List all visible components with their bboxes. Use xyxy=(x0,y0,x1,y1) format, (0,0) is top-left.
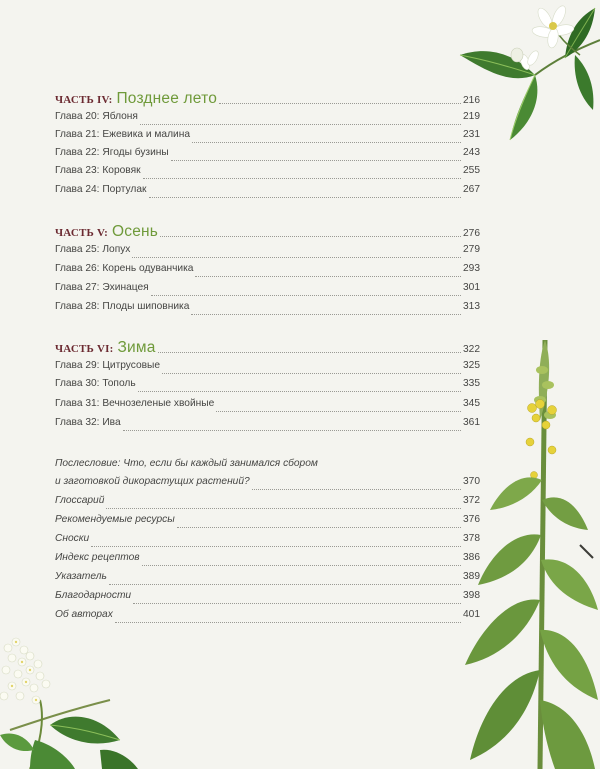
entry-title: Рекомендуемые ресурсы xyxy=(55,514,175,525)
dot-leader xyxy=(219,103,461,104)
part-label: ЧАСТЬ V: xyxy=(55,227,108,239)
chapter-entry[interactable] xyxy=(55,282,480,300)
chapter-title: Глава 31: Вечнозеленые хвойные xyxy=(55,398,215,409)
chapter-entry[interactable] xyxy=(55,360,480,378)
entry-title: Указатель xyxy=(55,571,107,582)
dot-leader xyxy=(160,236,461,237)
chapter-title: Глава 27: Эхинацея xyxy=(55,282,149,293)
part-label: ЧАСТЬ IV: xyxy=(55,94,113,106)
page-number: 386 xyxy=(463,552,480,563)
dot-leader xyxy=(195,276,461,277)
chapter-title: Глава 24: Портулак xyxy=(55,184,147,195)
chapter-title: Глава 22: Ягоды бузины xyxy=(55,147,169,158)
page-number: 401 xyxy=(463,609,480,620)
page-number: 376 xyxy=(463,514,480,525)
part-title: Осень xyxy=(111,223,159,240)
page-number: 313 xyxy=(463,301,480,312)
page-number: 243 xyxy=(463,147,480,158)
back-matter-entry[interactable] xyxy=(55,609,480,627)
chapter-title: Глава 23: Коровяк xyxy=(55,165,141,176)
dot-leader xyxy=(158,352,461,353)
entry-title: Сноски xyxy=(55,533,90,544)
chapter-entry[interactable] xyxy=(55,244,480,262)
dot-leader xyxy=(140,124,461,125)
part-heading[interactable] xyxy=(55,339,480,361)
part-heading[interactable] xyxy=(55,90,480,112)
dot-leader xyxy=(162,373,461,374)
part-title: Зима xyxy=(117,339,156,356)
dot-leader xyxy=(109,584,461,585)
page-number: 293 xyxy=(463,263,480,274)
page-number: 370 xyxy=(463,476,480,487)
dot-leader xyxy=(252,489,461,490)
page-number: 301 xyxy=(463,282,480,293)
chapter-entry[interactable] xyxy=(55,184,480,202)
page-number: 345 xyxy=(463,398,480,409)
chapter-entry[interactable] xyxy=(55,147,480,165)
page-number: 325 xyxy=(463,360,480,371)
chapter-title: Глава 32: Ива xyxy=(55,417,121,428)
dot-leader xyxy=(216,411,461,412)
afterword-title-line1: Послесловие: Что, если бы каждый занимался сбором xyxy=(55,458,318,469)
back-matter-entry[interactable] xyxy=(55,552,480,570)
chapter-entry[interactable] xyxy=(55,165,480,183)
page-number: 378 xyxy=(463,533,480,544)
chapter-title: Глава 20: Яблоня xyxy=(55,111,138,122)
page-number: 231 xyxy=(463,129,480,140)
dot-leader xyxy=(171,160,461,161)
part-heading[interactable] xyxy=(55,223,480,245)
elderflower-illustration xyxy=(0,630,140,769)
chapter-entry[interactable] xyxy=(55,111,480,129)
chapter-title: Глава 29: Цитрусовые xyxy=(55,360,161,371)
entry-title: Индекс рецептов xyxy=(55,552,140,563)
entry-title: Об авторах xyxy=(55,609,113,620)
afterword-entry[interactable] xyxy=(55,476,480,494)
page-number: 216 xyxy=(463,95,480,106)
dot-leader xyxy=(142,565,461,566)
dot-leader xyxy=(91,546,461,547)
chapter-entry[interactable] xyxy=(55,301,480,319)
dot-leader xyxy=(177,527,461,528)
page-number: 361 xyxy=(463,417,480,428)
chapter-entry[interactable] xyxy=(55,378,480,396)
chapter-entry[interactable] xyxy=(55,398,480,416)
dot-leader xyxy=(115,622,461,623)
page-number: 335 xyxy=(463,378,480,389)
part-title: Позднее лето xyxy=(116,90,218,107)
page-number: 279 xyxy=(463,244,480,255)
page-number: 322 xyxy=(463,344,480,355)
page-number: 255 xyxy=(463,165,480,176)
page-number: 276 xyxy=(463,228,480,239)
back-matter-entry[interactable] xyxy=(55,590,480,608)
dot-leader xyxy=(143,178,461,179)
chapter-title: Глава 21: Ежевика и малина xyxy=(55,129,191,140)
page-number: 398 xyxy=(463,590,480,601)
dot-leader xyxy=(149,197,462,198)
entry-title: Глоссарий xyxy=(55,495,105,506)
dot-leader xyxy=(132,257,461,258)
back-matter-entry[interactable] xyxy=(55,533,480,551)
back-matter-entry[interactable] xyxy=(55,514,480,532)
entry-title: Благодарности xyxy=(55,590,132,601)
chapter-entry[interactable] xyxy=(55,129,480,147)
page-number: 389 xyxy=(463,571,480,582)
chapter-title: Глава 26: Корень одуванчика xyxy=(55,263,194,274)
back-matter-entry[interactable] xyxy=(55,495,480,513)
chapter-title: Глава 25: Лопух xyxy=(55,244,131,255)
dot-leader xyxy=(191,314,461,315)
page-number: 219 xyxy=(463,111,480,122)
chapter-entry[interactable] xyxy=(55,263,480,281)
part-label: ЧАСТЬ VI: xyxy=(55,343,114,355)
chapter-title: Глава 28: Плоды шиповника xyxy=(55,301,190,312)
dot-leader xyxy=(192,142,461,143)
chapter-title: Глава 30: Тополь xyxy=(55,378,136,389)
mullein-illustration xyxy=(460,330,600,769)
afterword-title-line2: и заготовкой дикорастущих растений? xyxy=(55,476,250,487)
dot-leader xyxy=(123,430,461,431)
chapter-entry[interactable] xyxy=(55,417,480,435)
page-number: 372 xyxy=(463,495,480,506)
dot-leader xyxy=(106,508,461,509)
back-matter-entry[interactable] xyxy=(55,571,480,589)
dot-leader xyxy=(133,603,461,604)
afterword-line-1[interactable] xyxy=(55,458,480,476)
page-number: 267 xyxy=(463,184,480,195)
dot-leader xyxy=(151,295,461,296)
dot-leader xyxy=(138,391,461,392)
